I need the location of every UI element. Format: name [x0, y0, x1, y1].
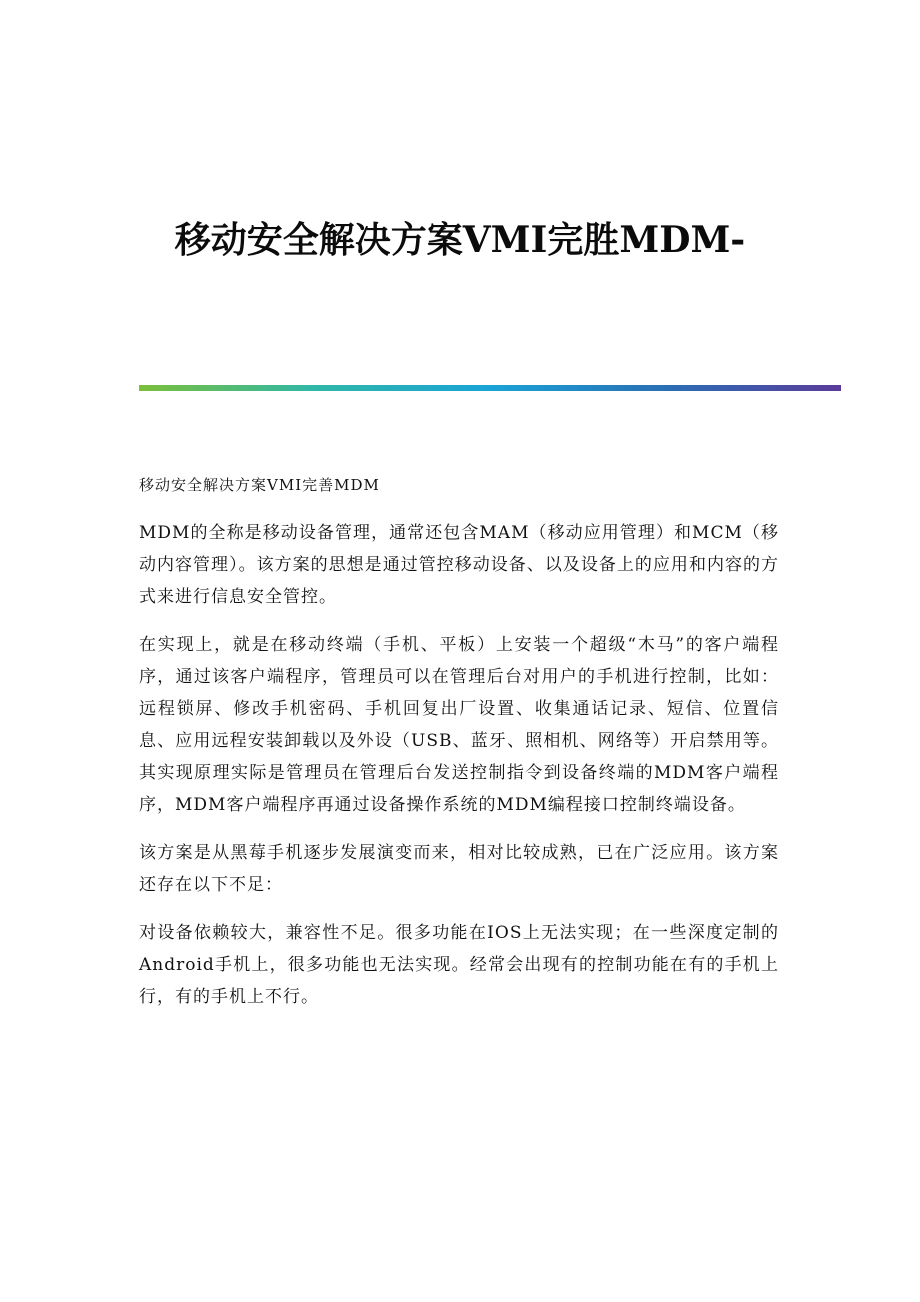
paragraph-implementation: 在实现上，就是在移动终端（手机、平板）上安装一个超级“木马”的客户端程序，通过该客户端程序，管理员可以在管理后台对用户的手机进行控制，比如：远程锁屏、修改手机密码、手机回复出厂设置、收集通话记录、短信、位置信息、应用远程安装卸载以及外设（USB、蓝牙、照相机、网络等）开启禁用等。其实现原理实际是管理员在管理后台发送控制指令到设备终端的MDM客户端程序，MDM客户端程序再通过设备操作系统的MDM编程接口控制终端设备。 — [139, 635, 779, 815]
paragraph-mdm-definition: MDM的全称是移动设备管理，通常还包含MAM（移动应用管理）和MCM（移动内容管理）。该方案的思想是通过管控移动设备、以及设备上的应用和内容的方式来进行信息安全管控。 — [139, 523, 779, 607]
document-subtitle: 移动安全解决方案VMI完善MDM — [139, 476, 380, 494]
paragraph-shortcomings: 对设备依赖较大，兼容性不足。很多功能在IOS上无法实现；在一些深度定制的Android手机上，很多功能也无法实现。经常会出现有的控制功能在有的手机上行，有的手机上不行。 — [139, 923, 779, 1007]
document-title: 移动安全解决方案VMI完胜MDM- — [174, 219, 746, 261]
document-body — [139, 469, 779, 1029]
paragraph-maturity: 该方案是从黑莓手机逐步发展演变而来，相对比较成熟，已在广泛应用。该方案还存在以下不足： — [139, 843, 779, 895]
gradient-divider — [139, 385, 841, 391]
